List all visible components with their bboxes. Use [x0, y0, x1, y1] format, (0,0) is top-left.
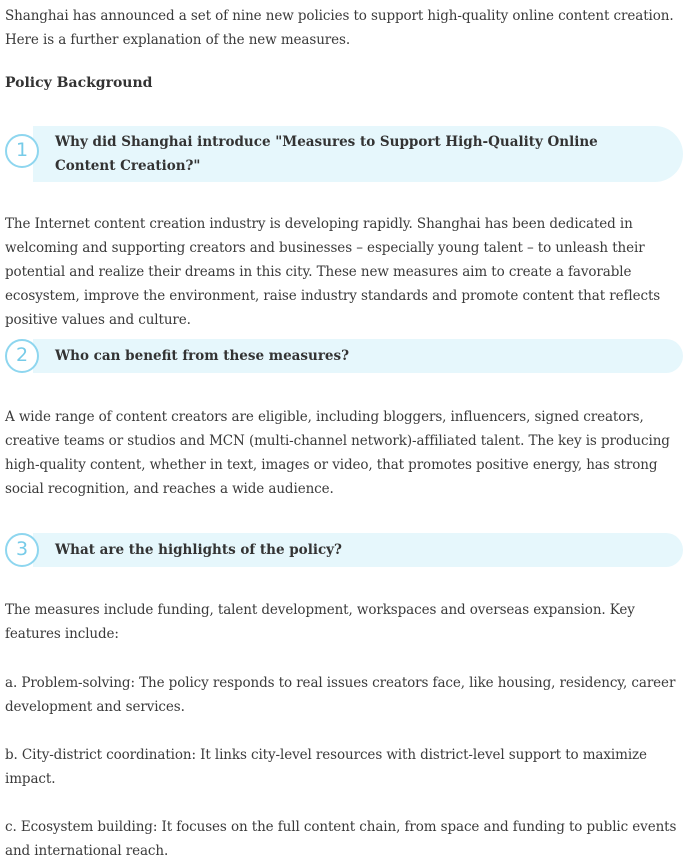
question-block-3	[5, 533, 685, 567]
number-circle-icon: 3	[5, 533, 39, 567]
feature-item-c: c. Ecosystem building: It focuses on the full content chain, from space and funding to public events and international reach.	[5, 819, 677, 859]
question-block-1	[5, 126, 685, 182]
section-heading: Policy Background	[5, 75, 153, 91]
feature-item-a: a. Problem-solving: The policy responds to real issues creators face, like housing, residency, career development and services.	[5, 675, 676, 715]
answer-paragraph-1: The Internet content creation industry is developing rapidly. Shanghai has been dedicated in welcoming and supporting creators and businesses – especially young talent – to unleash their potential and realize their dreams in this city. These new measures aim to create a favorable ecosystem, improve the environment, raise industry standards and promote content that reflects positive values and culture.	[5, 216, 661, 328]
question-text: Who can benefit from these measures?	[55, 348, 350, 364]
answer-paragraph-3: The measures include funding, talent development, workspaces and overseas expansion. Key features include:	[5, 602, 635, 642]
question-block-2	[5, 339, 685, 373]
number-circle-icon: 1	[5, 134, 39, 168]
number-circle-icon: 2	[5, 339, 39, 373]
question-text: What are the highlights of the policy?	[55, 542, 342, 558]
question-text: Why did Shanghai introduce "Measures to Support High-Quality Online Content Creation?"	[55, 134, 598, 174]
feature-item-b: b. City-district coordination: It links city-level resources with district-level support to maximize impact.	[5, 747, 647, 787]
intro-paragraph: Shanghai has announced a set of nine new policies to support high-quality online content creation. Here is a further explanation of the new measures.	[5, 8, 674, 48]
answer-paragraph-2: A wide range of content creators are eligible, including bloggers, influencers, signed creators, creative teams or studios and MCN (multi-channel network)-affiliated talent. The key is producing high-quality content, whether in text, images or video, that promotes positive energy, has strong social recognition, and reaches a wide audience.	[5, 409, 670, 497]
